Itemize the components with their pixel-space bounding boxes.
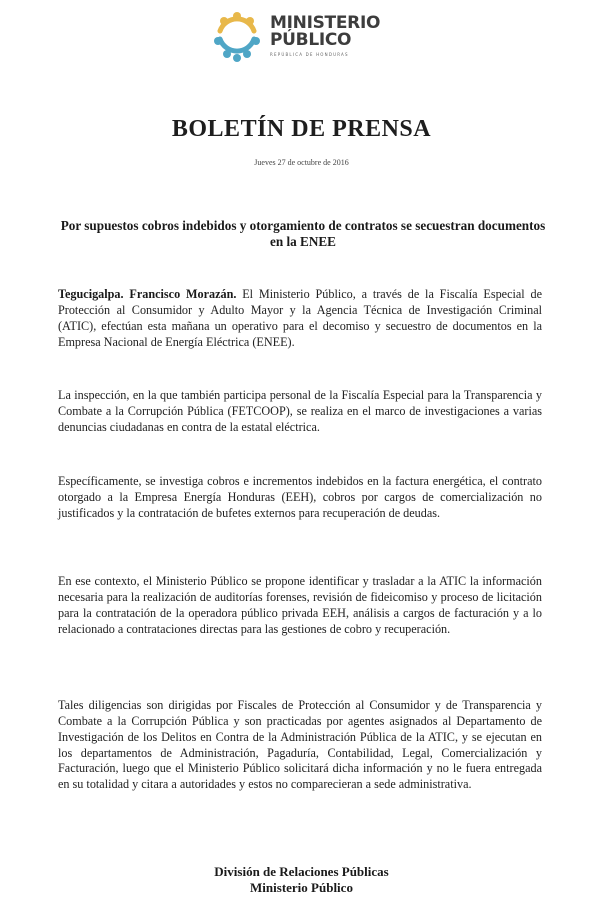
paragraph-text: El Ministerio Público, a través de la Fiscalía Especial de Protección al Consumidor y Adulto Mayor y la Agencia Técnica de Investigación Criminal (ATIC), efectúan esta mañana un operativo para el decomiso y secuestro de documentos en la Empresa Nacional de Energía Eléctrica (ENEE). xyxy=(58,287,542,349)
signature-division: División de Relaciones Públicas xyxy=(214,864,389,879)
document-date: Jueves 27 de octubre de 2016 xyxy=(254,158,349,167)
signature-block xyxy=(0,864,603,896)
ministerio-publico-logo xyxy=(210,10,390,62)
paragraph-lead: Tegucigalpa. Francisco Morazán. xyxy=(58,287,237,302)
paragraph-1 xyxy=(58,287,542,350)
paragraph-5: Tales diligencias son dirigidas por Fiscales de Protección al Consumidor y de Transparencia y Combate a la Corrupción Pública y son practicadas por agentes asignados al Departamento de Investigación de los Delitos en Contra de la Administración Pública de la ATIC, y se ejecutan en los departamentos de Administración, Pagaduría, Contabilidad, Legal, Comercialización y Facturación, luego que el Ministerio Público solicitará dicha información y no le fuera entregada en su totalidad y citara a autoridades y estos no comparecieran a sede administrativa. xyxy=(58,698,542,792)
document-title: BOLETÍN DE PRENSA xyxy=(171,116,432,142)
logo-text-line1: MINISTERIO xyxy=(270,13,381,33)
paragraph-4: En ese contexto, el Ministerio Público se propone identificar y trasladar a la ATIC la información necesaria para la realización de auditorías forenses, revisión de fideicomiso y proceso de licitación para la contratación de la operadora público privada EEH, análisis a cargos de facturación y a lo relacionado a contrataciones directas para las gestiones de cobro y recuperación. xyxy=(58,574,542,636)
logo-subtitle: REPÚBLICA DE HONDURAS xyxy=(270,52,349,57)
signature-institution: Ministerio Público xyxy=(250,880,353,895)
logo-text-line2: PÚBLICO xyxy=(270,30,352,50)
circle-of-people-logo-icon xyxy=(210,9,264,63)
headline: Por supuestos cobros indebidos y otorgamiento de contratos se secuestran documentos en la ENEE xyxy=(60,218,546,249)
paragraph-3: Específicamente, se investiga cobros e incrementos indebidos en la factura energética, el contrato otorgado a la Empresa Energía Honduras (EEH), cobros por cargos de comercialización no justificados y la contratación de bufetes externos para recuperación de deudas. xyxy=(58,474,542,520)
paragraph-2: La inspección, en la que también participa personal de la Fiscalía Especial para la Transparencia y Combate a la Corrupción Pública (FETCOOP), se realiza en el marco de investigaciones a varias denuncias ciudadanas en contra de la estatal eléctrica. xyxy=(58,388,542,434)
